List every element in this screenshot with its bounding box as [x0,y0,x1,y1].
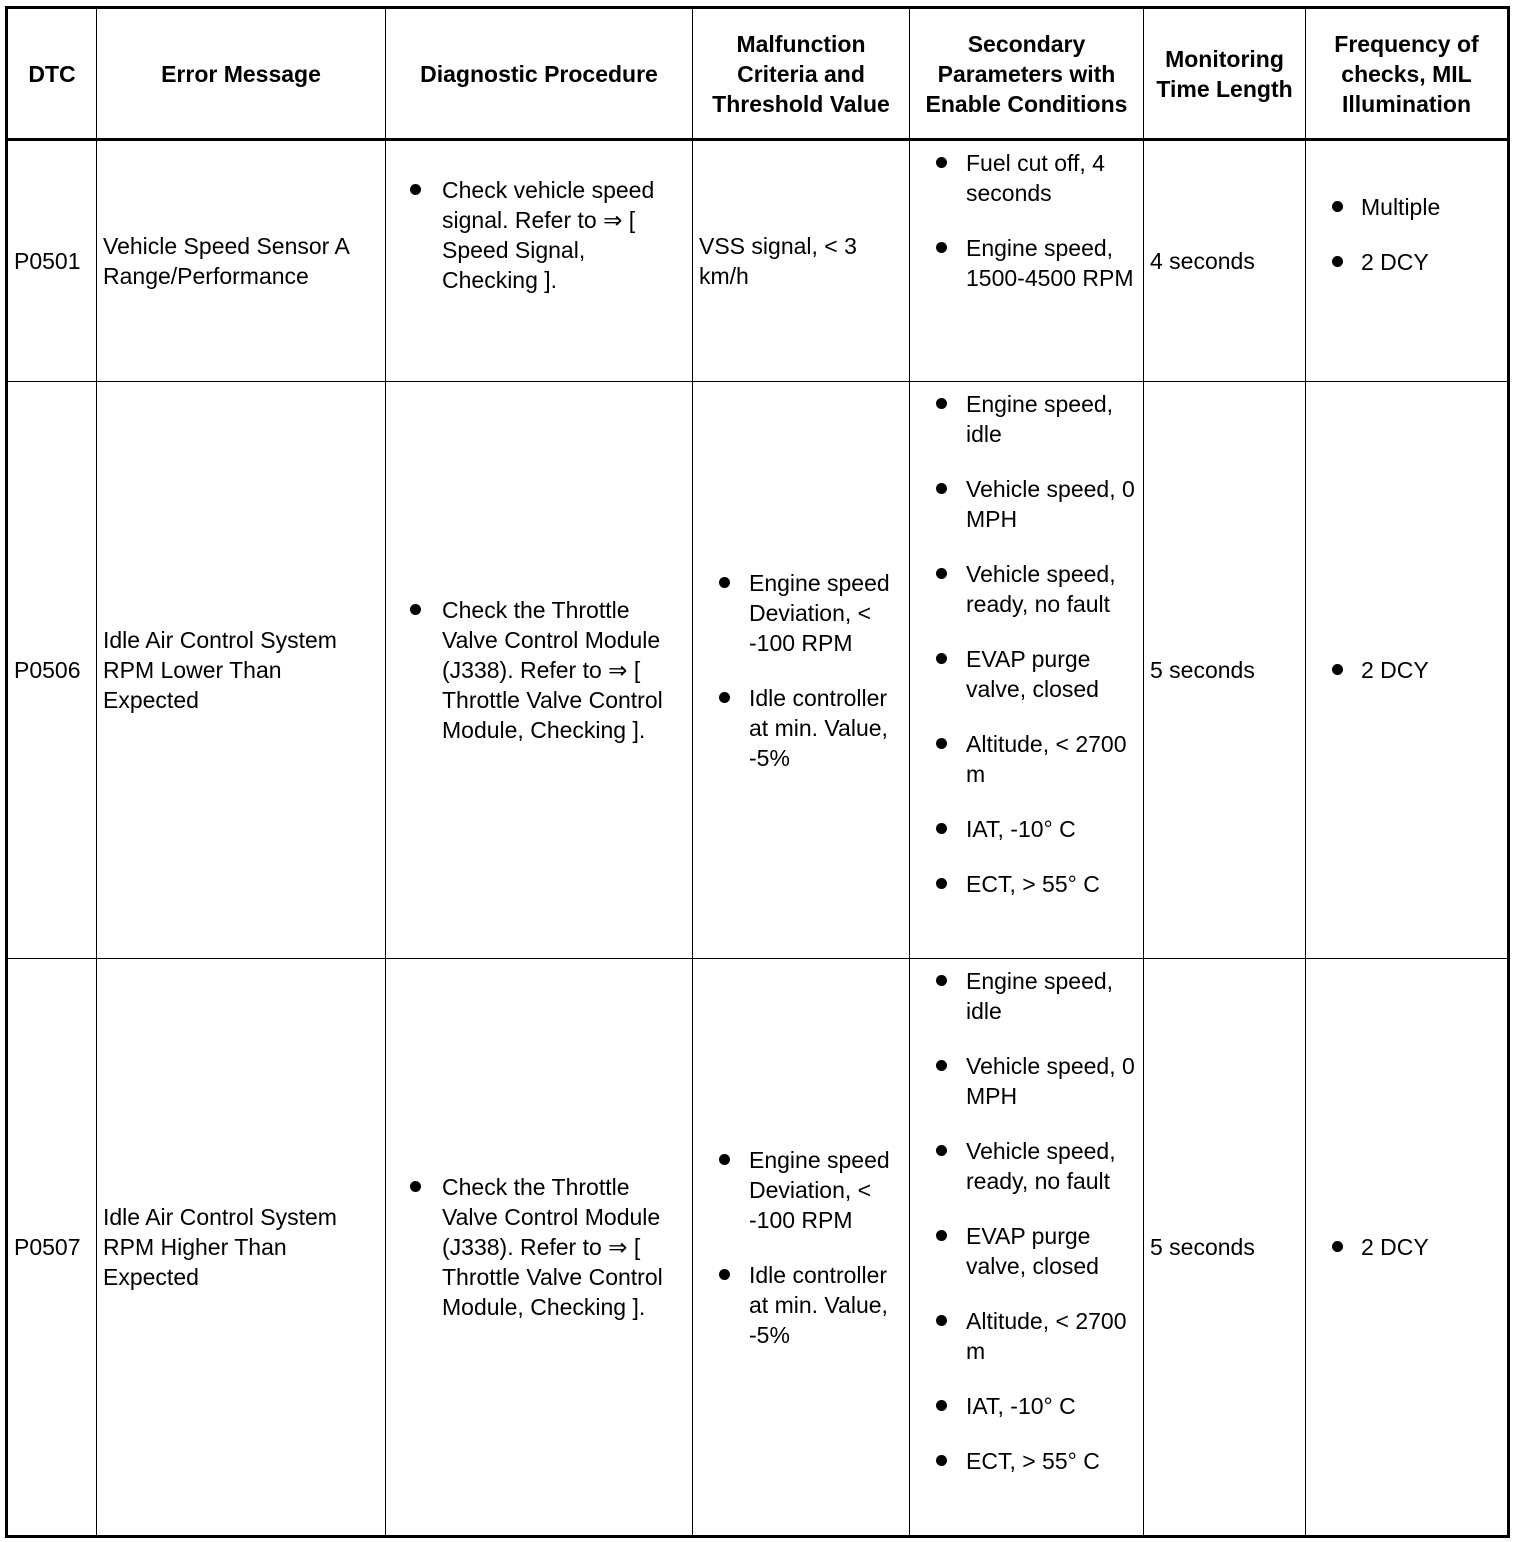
monitoring-time: 5 seconds [1144,382,1306,959]
header-malfunction-criteria: Malfunction Criteria and Threshold Value [693,8,910,140]
secondary-parameters [910,140,1144,382]
frequency-item: Multiple [1312,192,1501,222]
dtc-code: P0501 [7,140,97,382]
frequency-item: 2 DCY [1312,247,1501,277]
diagnostic-procedure [386,140,693,382]
frequency [1306,959,1509,1537]
frequency [1306,140,1509,382]
secondary-parameter: IAT, -10° C [916,1391,1137,1421]
malfunction-criterion: Idle controller at min. Value, -5% [699,683,903,773]
monitoring-time: 4 seconds [1144,140,1306,382]
diagnostic-procedure [386,382,693,959]
header-dtc: DTC [7,8,97,140]
error-message: Idle Air Control System RPM Higher Than Expected [97,959,386,1537]
diagnostic-procedure [386,959,693,1537]
secondary-parameter: ECT, > 55° C [916,869,1137,899]
secondary-parameter: Altitude, < 2700 m [916,1306,1137,1366]
error-message: Vehicle Speed Sensor A Range/Performance [97,140,386,382]
secondary-parameter: Engine speed, idle [916,389,1137,449]
table-row [7,382,1509,959]
secondary-parameter: IAT, -10° C [916,814,1137,844]
frequency-item: 2 DCY [1312,1232,1501,1262]
secondary-parameter: EVAP purge valve, closed [916,644,1137,704]
header-row [7,8,1509,140]
diagnostic-step: Check the Throttle Valve Control Module (J338). Refer to ⇒ [ Throttle Valve Control Module, Checking ]. [392,595,686,745]
header-frequency: Frequency of checks, MIL Illumination [1306,8,1509,140]
header-monitoring-time: Monitoring Time Length [1144,8,1306,140]
diagnostic-step: Check vehicle speed signal. Refer to ⇒ [ Speed Signal, Checking ]. [392,175,686,295]
dtc-code: P0507 [7,959,97,1537]
dtc-code: P0506 [7,382,97,959]
frequency-item: 2 DCY [1312,655,1501,685]
dtc-table [5,6,1510,1538]
frequency [1306,382,1509,959]
secondary-parameter: Vehicle speed, ready, no fault [916,1136,1137,1196]
header-error-message: Error Message [97,8,386,140]
error-message: Idle Air Control System RPM Lower Than Expected [97,382,386,959]
malfunction-criteria: VSS signal, < 3 km/h [693,140,910,382]
malfunction-criterion: Engine speed Deviation, < -100 RPM [699,568,903,658]
malfunction-criteria [693,959,910,1537]
secondary-parameter: Vehicle speed, 0 MPH [916,1051,1137,1111]
secondary-parameter: Altitude, < 2700 m [916,729,1137,789]
monitoring-time: 5 seconds [1144,959,1306,1537]
table-row [7,959,1509,1537]
secondary-parameter: Engine speed, idle [916,966,1137,1026]
secondary-parameter: Fuel cut off, 4 seconds [916,148,1137,208]
secondary-parameter: Engine speed, 1500-4500 RPM [916,233,1137,293]
secondary-parameter: Vehicle speed, 0 MPH [916,474,1137,534]
malfunction-criteria [693,382,910,959]
header-secondary-parameters: Secondary Parameters with Enable Conditions [910,8,1144,140]
secondary-parameter: EVAP purge valve, closed [916,1221,1137,1281]
malfunction-criterion: Engine speed Deviation, < -100 RPM [699,1145,903,1235]
secondary-parameter: ECT, > 55° C [916,1446,1137,1476]
diagnostic-step: Check the Throttle Valve Control Module (J338). Refer to ⇒ [ Throttle Valve Control Module, Checking ]. [392,1172,686,1322]
malfunction-criterion: Idle controller at min. Value, -5% [699,1260,903,1350]
table-row [7,140,1509,382]
header-diagnostic-procedure: Diagnostic Procedure [386,8,693,140]
secondary-parameters [910,382,1144,959]
secondary-parameters [910,959,1144,1537]
secondary-parameter: Vehicle speed, ready, no fault [916,559,1137,619]
